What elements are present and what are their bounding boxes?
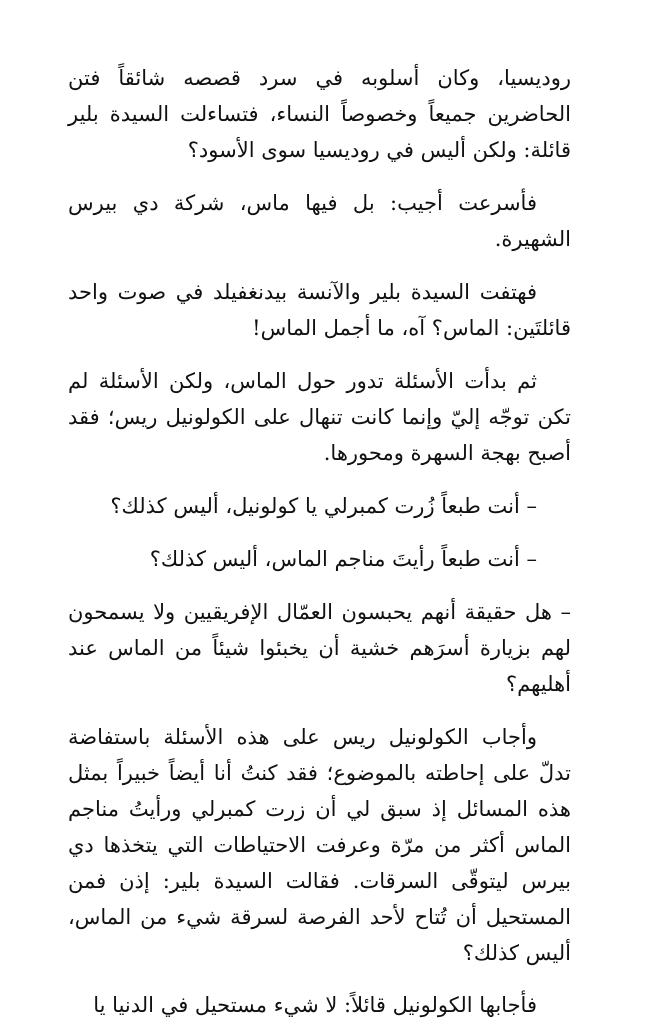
paragraph-diamond-answer: فأسرعت أجيب: بل فيها ماس، شركة دي بيرس الشهيرة. bbox=[68, 191, 571, 251]
paragraph-ladies-exclaim: فهتفت السيدة بلير والآنسة بيدنغفيلد في صوت واحد قائلتَين: الماس؟ آه، ما أجمل الماس! bbox=[68, 280, 571, 340]
paragraph-rhodesia-question: روديسيا، وكان أسلوبه في سرد قصصه شائقاً فتن الحاضرين جميعاً وخصوصاً النساء، فتساءلت السيدة بلير قائلة: ولكن أليس في روديسيا سوى الأسود؟ bbox=[68, 66, 571, 162]
dialogue-kimberley: – أنت طبعاً زُرت كمبرلي يا كولونيل، أليس كذلك؟ bbox=[110, 494, 537, 518]
paragraph-questions-begin: ثم بدأت الأسئلة تدور حول الماس، ولكن الأسئلة لم تكن توجّه إليّ وإنما كانت تنهال على الكولونيل ريس؛ فقد أصبح بهجة السهرة ومحورها. bbox=[68, 369, 571, 465]
dialogue-mines: – أنت طبعاً رأيتَ مناجم الماس، أليس كذلك؟ bbox=[149, 547, 537, 571]
paragraph-nothing-impossible: فأجابها الكولونيل قائلاً: لا شيء مستحيل في الدنيا يا bbox=[93, 993, 537, 1017]
dialogue-workers: – هل حقيقة أنهم يحبسون العمّال الإفريقيين ولا يسمحون لهم بزيارة أسرَهم خشية أن يخبئوا شيئاً من الماس عند أهليهم؟ bbox=[68, 600, 571, 696]
paragraph-colonel-answers: وأجاب الكولونيل ريس على هذه الأسئلة باستفاضة تدلّ على إحاطته بالموضوع؛ فقد كنتُ أنا أيضاً خبيراً بمثل هذه المسائل إذ سبق لي أن زرت كمبرلي ورأيتُ مناجم الماس أكثر من مرّة وعرفت الاحتياطات التي يتخذها دي بيرس ليتوقّى السرقات. فقالت السيدة بلير: إذن فمن المستحيل أن تُتاح لأحد الفرصة لسرقة شيء من الماس، أليس كذلك؟ bbox=[68, 725, 571, 965]
